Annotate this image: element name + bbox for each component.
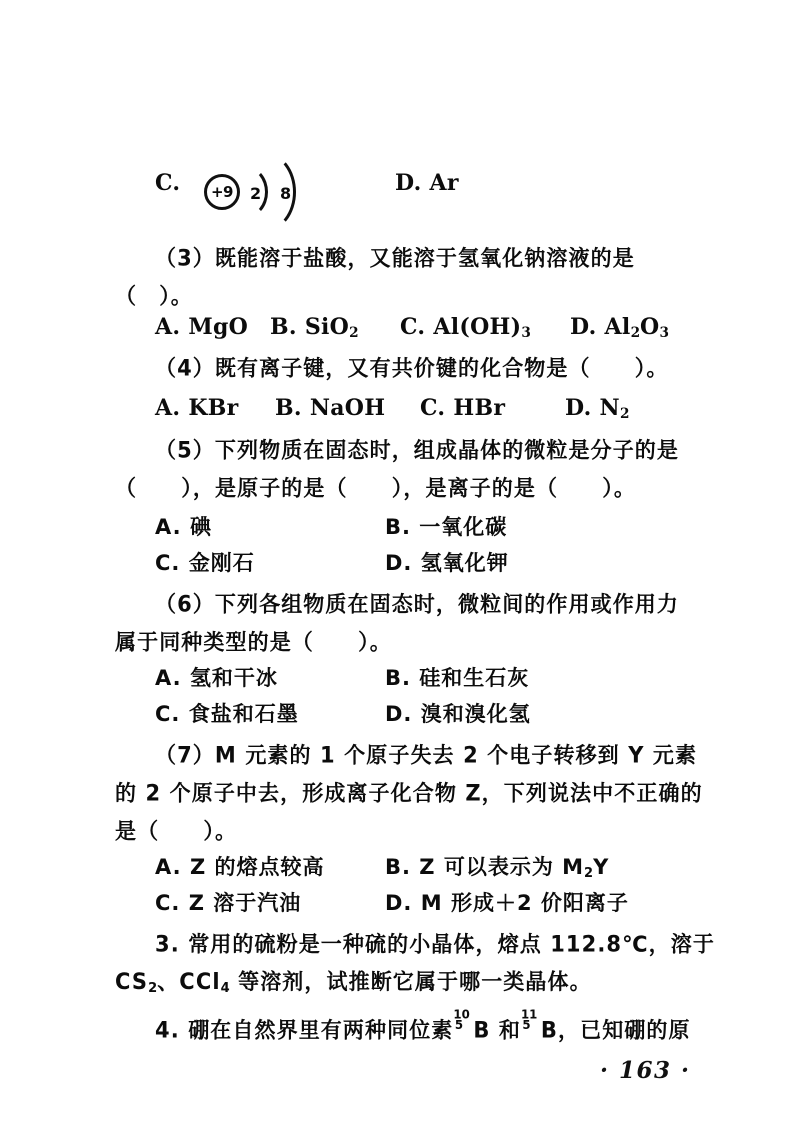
option-d-argon: D. Ar bbox=[395, 170, 459, 196]
option-d-formula: $N_2$ bbox=[599, 395, 630, 422]
question-7-stem-line-3: 是（ ）。 bbox=[115, 818, 238, 844]
question-7-option-b bbox=[385, 857, 609, 880]
exercise-3-line-2: $CS_2$、CCl$_4$ 等溶剂，试推断它属于哪一类晶体。 bbox=[115, 969, 592, 997]
option-c-label: C. bbox=[400, 314, 426, 340]
option-d-label: D. bbox=[565, 395, 592, 421]
option-b-text: 一氧化碳 bbox=[419, 515, 508, 539]
option-c-label: C. bbox=[155, 702, 181, 726]
question-6-option-c bbox=[155, 704, 299, 725]
question-7-option-c bbox=[155, 893, 301, 914]
exercise-3-line-1: 3. 常用的硫粉是一种硫的小晶体，熔点 112.8℃，溶于 bbox=[155, 931, 715, 957]
question-4-option-d bbox=[565, 397, 629, 422]
question-5-option-d bbox=[385, 553, 509, 574]
question-4-option-c bbox=[420, 397, 505, 419]
option-b-label: B. bbox=[275, 395, 302, 421]
question-4-option-a bbox=[155, 397, 239, 419]
option-c-text: 食盐和石墨 bbox=[188, 702, 299, 726]
option-d-label: D. bbox=[570, 314, 597, 340]
question-3-option-b bbox=[270, 316, 359, 341]
option-c-text: Z 溶于汽油 bbox=[188, 891, 302, 915]
option-a-label: A. bbox=[155, 666, 182, 690]
option-a-label: A. bbox=[155, 855, 182, 879]
question-5-stem-line-2: （ ），是原子的是（ ），是离子的是（ ）。 bbox=[115, 475, 636, 501]
question-3-option-a bbox=[155, 316, 248, 338]
question-3-stem-line-1: （3）既能溶于盐酸，又能溶于氢氧化钠溶液的是 bbox=[155, 245, 635, 271]
option-b-label: B. bbox=[385, 515, 411, 539]
option-c-formula: HBr bbox=[453, 395, 506, 421]
option-d-label: D. bbox=[385, 891, 413, 915]
option-c-label: C. bbox=[155, 551, 181, 575]
page-number-folio: · 163 · bbox=[600, 1057, 691, 1084]
question-6-option-d bbox=[385, 704, 531, 725]
question-5-option-b bbox=[385, 517, 507, 538]
option-b-text: 硅和生石灰 bbox=[419, 666, 530, 690]
option-a-label: A. bbox=[155, 515, 182, 539]
electron-count-shell-1: 2 bbox=[250, 184, 262, 203]
electron-count-shell-2: 8 bbox=[280, 184, 292, 203]
question-7-option-d bbox=[385, 893, 629, 914]
option-b-label: B. bbox=[385, 666, 411, 690]
option-a-text: 氢和干冰 bbox=[189, 666, 278, 690]
question-6-stem-line-1: （6）下列各组物质在固态时，微粒间的作用或作用力 bbox=[155, 591, 680, 617]
option-b-label: B. bbox=[385, 855, 411, 879]
question-3-stem-line-2: （ ）。 bbox=[115, 283, 193, 309]
question-5-option-a bbox=[155, 517, 212, 538]
atom-nucleus-charge: +9 bbox=[204, 174, 240, 210]
question-6-option-a bbox=[155, 668, 278, 689]
option-d-text: M 形成＋2 价阳离子 bbox=[420, 891, 629, 915]
question-7-stem-line-2: 的 2 个原子中去，形成离子化合物 Z，下列说法中不正确的 bbox=[115, 780, 703, 806]
question-4-option-b bbox=[275, 397, 385, 419]
option-b-label: B. bbox=[270, 314, 297, 340]
option-c-label: C. bbox=[155, 170, 181, 196]
question-3-option-c bbox=[400, 316, 531, 341]
option-c-text: 金刚石 bbox=[188, 551, 255, 575]
option-c-label: C. bbox=[420, 395, 446, 421]
question-5-stem-line-1: （5）下列物质在固态时，组成晶体的微粒是分子的是 bbox=[155, 437, 680, 463]
option-d-label: D. bbox=[385, 702, 413, 726]
option-d-text: 溴和溴化氢 bbox=[420, 702, 531, 726]
option-a-text: 碘 bbox=[189, 515, 212, 539]
option-c-label: C. bbox=[155, 891, 181, 915]
option-b-formula: NaOH bbox=[309, 395, 386, 421]
option-a-formula: MgO bbox=[188, 314, 249, 340]
option-a-formula: KBr bbox=[188, 395, 239, 421]
bohr-atom-diagram bbox=[204, 148, 312, 234]
option-d-label: D. bbox=[385, 551, 413, 575]
question-7-stem-line-1: （7）M 元素的 1 个原子失去 2 个电子转移到 Y 元素 bbox=[155, 742, 698, 768]
option-c-formula: $Al(OH)_3$ bbox=[433, 314, 531, 341]
question-6-stem-line-2: 属于同种类型的是（ ）。 bbox=[115, 629, 392, 655]
option-a-label: A. bbox=[155, 314, 181, 340]
option-d-text: 氢氧化钾 bbox=[420, 551, 509, 575]
question-4-stem: （4）既有离子键，又有共价键的化合物是（ ）。 bbox=[155, 355, 669, 381]
question-7-option-a bbox=[155, 857, 324, 878]
option-a-label: A. bbox=[155, 395, 181, 421]
question-5-option-c bbox=[155, 553, 255, 574]
question-3-option-d bbox=[570, 316, 669, 341]
exercise-4-line-1: 4. 硼在自然界里有两种同位素 10 5 B 和 11 5 B，已知硼的原 bbox=[155, 1007, 691, 1043]
option-b-formula: SiO$_2$ bbox=[304, 314, 359, 341]
option-a-text: Z 的熔点较高 bbox=[189, 855, 325, 879]
option-d-formula: $Al_2O_3$ bbox=[604, 314, 669, 341]
question-6-option-b bbox=[385, 668, 529, 689]
option-b-text: Z 可以表示为 $M_2Y$ bbox=[419, 855, 610, 881]
